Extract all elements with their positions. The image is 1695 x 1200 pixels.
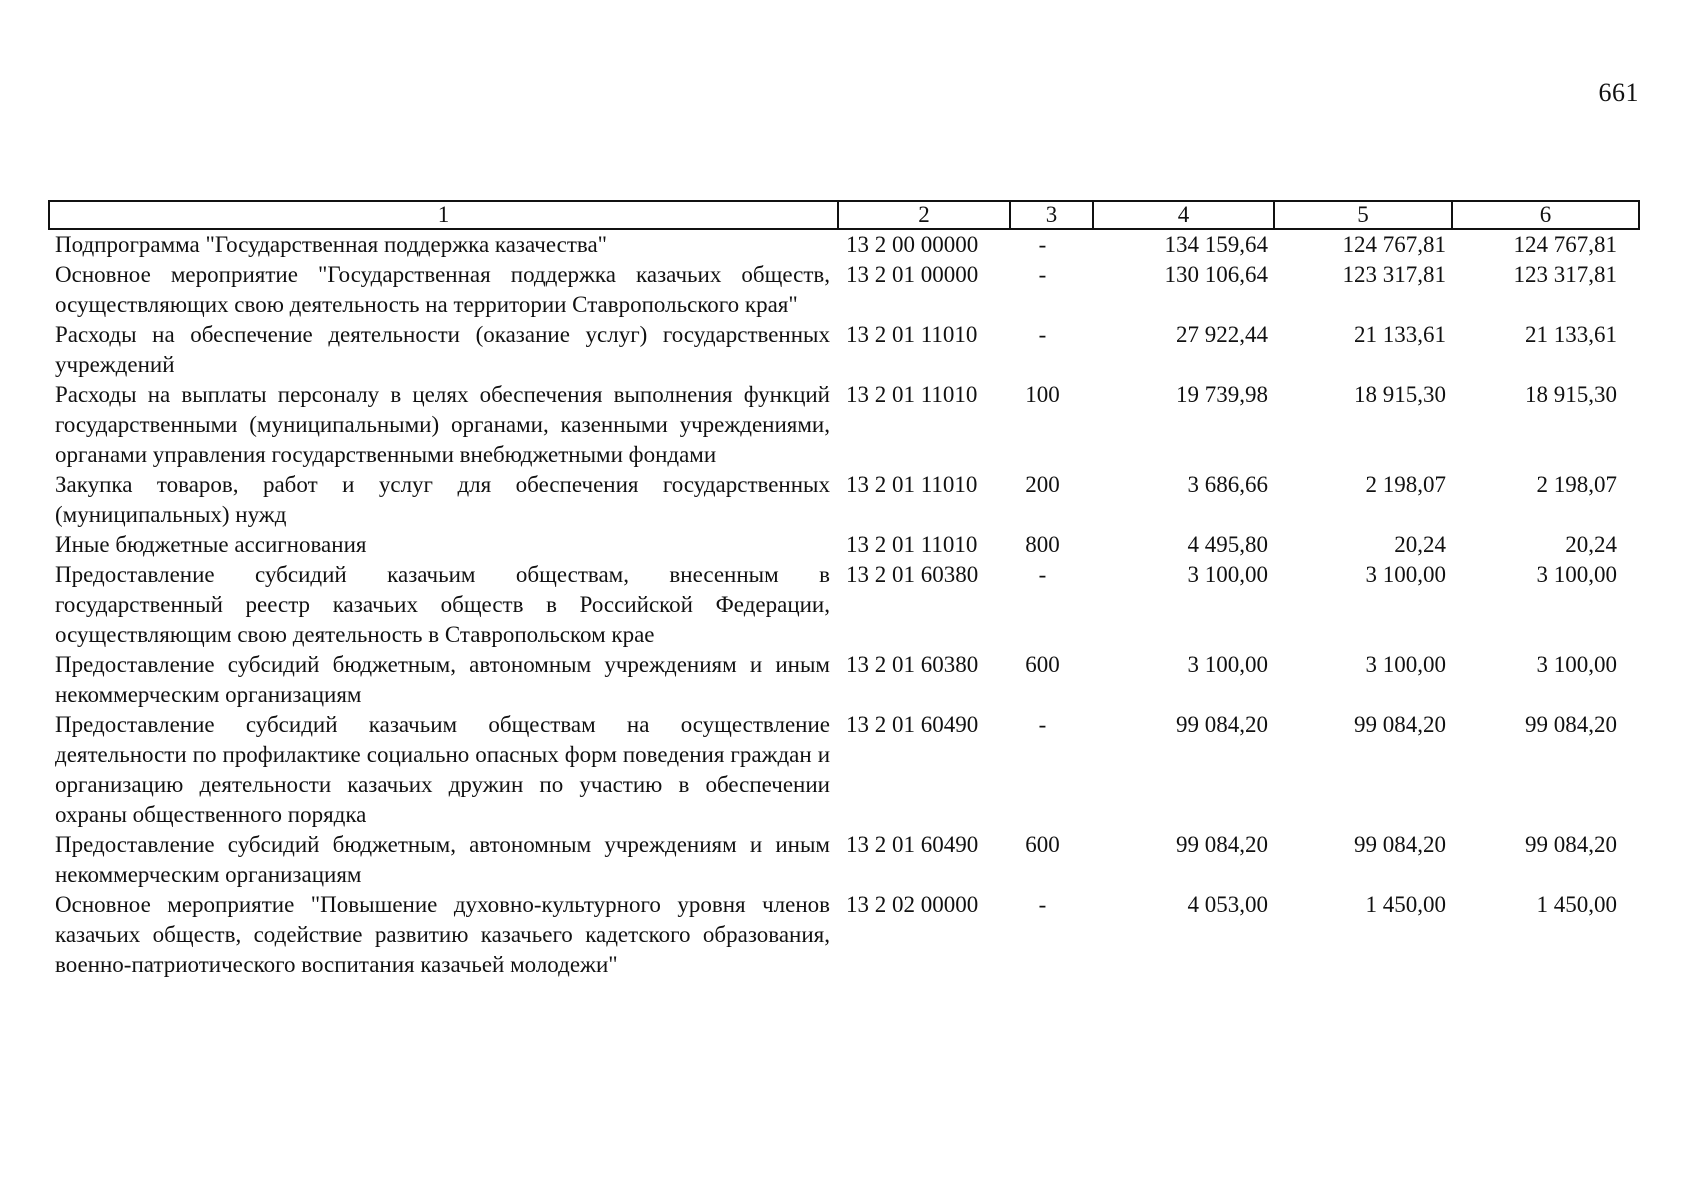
row-value-col6: 18 915,30	[1525, 382, 1617, 407]
row-expense-type: -	[1038, 232, 1047, 257]
row-value-col4: 19 739,98	[1176, 382, 1268, 407]
row-value-col4: 3 100,00	[1187, 562, 1268, 587]
row-code: 13 2 01 00000	[846, 262, 979, 287]
row-value-col5: 124 767,81	[1342, 232, 1446, 257]
table-row	[49, 470, 1639, 530]
column-header-3: 3	[1010, 201, 1093, 229]
table-row	[49, 260, 1639, 320]
page-number: 661	[1598, 78, 1639, 107]
row-expense-type: 800	[1025, 532, 1060, 557]
row-value-col5: 20,24	[1394, 532, 1446, 557]
table-body	[49, 229, 1639, 980]
row-value-col6: 21 133,61	[1525, 322, 1617, 347]
row-expense-type: 100	[1025, 382, 1060, 407]
row-value-col4: 3 100,00	[1187, 652, 1268, 677]
row-value-col4: 4 495,80	[1187, 532, 1268, 557]
row-value-col6: 3 100,00	[1536, 562, 1617, 587]
column-header-1: 1	[49, 201, 838, 229]
row-expense-type: 200	[1025, 472, 1060, 497]
row-expense-type: -	[1038, 892, 1047, 917]
row-expense-type: -	[1038, 262, 1047, 287]
table-row	[49, 830, 1639, 890]
row-value-col6: 123 317,81	[1513, 262, 1617, 287]
row-value-col5: 3 100,00	[1365, 562, 1446, 587]
row-value-col4: 134 159,64	[1164, 232, 1268, 257]
row-value-col4: 4 053,00	[1187, 892, 1268, 917]
row-value-col6: 2 198,07	[1536, 472, 1617, 497]
row-value-col6: 124 767,81	[1513, 232, 1617, 257]
table-row	[49, 710, 1639, 830]
column-header-6: 6	[1452, 201, 1639, 229]
row-name: Основное мероприятие "Повышение духовно-культурного уровня членов казачьих обществ, содействие развитию казачьего кадетского образования, военно-патриотического воспитания казачьей молодежи"	[55, 892, 830, 977]
row-value-col4: 27 922,44	[1176, 322, 1268, 347]
row-name: Основное мероприятие "Государственная поддержка казачьих обществ, осуществляющих свою деятельность на территории Ставропольского края"	[55, 262, 830, 317]
row-value-col5: 123 317,81	[1342, 262, 1446, 287]
table-row	[49, 380, 1639, 470]
row-value-col4: 99 084,20	[1176, 832, 1268, 857]
row-value-col4: 130 106,64	[1164, 262, 1268, 287]
row-expense-type: 600	[1025, 832, 1060, 857]
row-value-col5: 99 084,20	[1354, 712, 1446, 737]
row-value-col5: 2 198,07	[1365, 472, 1446, 497]
table-row	[49, 650, 1639, 710]
row-name: Закупка товаров, работ и услуг для обеспечения государственных (муниципальных) нужд	[55, 472, 830, 527]
column-header-5: 5	[1274, 201, 1452, 229]
row-value-col5: 3 100,00	[1365, 652, 1446, 677]
table-row	[49, 229, 1639, 260]
budget-table	[48, 200, 1640, 980]
row-value-col5: 18 915,30	[1354, 382, 1446, 407]
row-code: 13 2 01 11010	[846, 322, 978, 347]
row-value-col6: 1 450,00	[1536, 892, 1617, 917]
row-value-col4: 99 084,20	[1176, 712, 1268, 737]
row-name: Предоставление субсидий казачьим обществам, внесенным в государственный реестр казачьих обществ в Российской Федерации, осуществляющим свою деятельность в Ставропольском крае	[55, 562, 830, 647]
table-row	[49, 560, 1639, 650]
row-code: 13 2 01 60380	[846, 562, 979, 587]
row-code: 13 2 01 60490	[846, 712, 979, 737]
row-code: 13 2 01 11010	[846, 472, 978, 497]
row-value-col6: 99 084,20	[1525, 712, 1617, 737]
row-value-col5: 99 084,20	[1354, 832, 1446, 857]
row-value-col6: 99 084,20	[1525, 832, 1617, 857]
row-code: 13 2 01 11010	[846, 382, 978, 407]
row-expense-type: -	[1038, 712, 1047, 737]
column-header-4: 4	[1093, 201, 1274, 229]
column-header-2: 2	[838, 201, 1010, 229]
row-code: 13 2 00 00000	[846, 232, 979, 257]
row-name: Предоставление субсидий казачьим обществам на осуществление деятельности по профилактике социально опасных форм поведения граждан и организацию деятельности казачьих дружин по участию в обеспечении охраны общественного порядка	[55, 712, 830, 827]
row-expense-type: -	[1038, 322, 1047, 347]
row-value-col6: 3 100,00	[1536, 652, 1617, 677]
row-expense-type: -	[1038, 562, 1047, 587]
row-code: 13 2 01 11010	[846, 532, 978, 557]
row-code: 13 2 01 60380	[846, 652, 979, 677]
row-name: Подпрограмма "Государственная поддержка казачества"	[55, 232, 608, 257]
table-row	[49, 890, 1639, 980]
row-code: 13 2 01 60490	[846, 832, 979, 857]
row-value-col6: 20,24	[1565, 532, 1617, 557]
table-row	[49, 320, 1639, 380]
row-expense-type: 600	[1025, 652, 1060, 677]
row-value-col5: 1 450,00	[1365, 892, 1446, 917]
row-name: Расходы на обеспечение деятельности (оказание услуг) государственных учреждений	[55, 322, 830, 377]
row-name: Расходы на выплаты персоналу в целях обеспечения выполнения функций государственными (муниципальными) органами, казенными учреждениями, органами управления государственными внебюджетными фондами	[55, 382, 830, 467]
table-row	[49, 530, 1639, 560]
row-value-col4: 3 686,66	[1187, 472, 1268, 497]
row-name: Иные бюджетные ассигнования	[55, 532, 367, 557]
row-name: Предоставление субсидий бюджетным, автономным учреждениям и иным некоммерческим организациям	[55, 832, 830, 887]
row-code: 13 2 02 00000	[846, 892, 979, 917]
row-name: Предоставление субсидий бюджетным, автономным учреждениям и иным некоммерческим организациям	[55, 652, 830, 707]
row-value-col5: 21 133,61	[1354, 322, 1446, 347]
header-row	[49, 201, 1639, 229]
table-header	[49, 201, 1639, 229]
